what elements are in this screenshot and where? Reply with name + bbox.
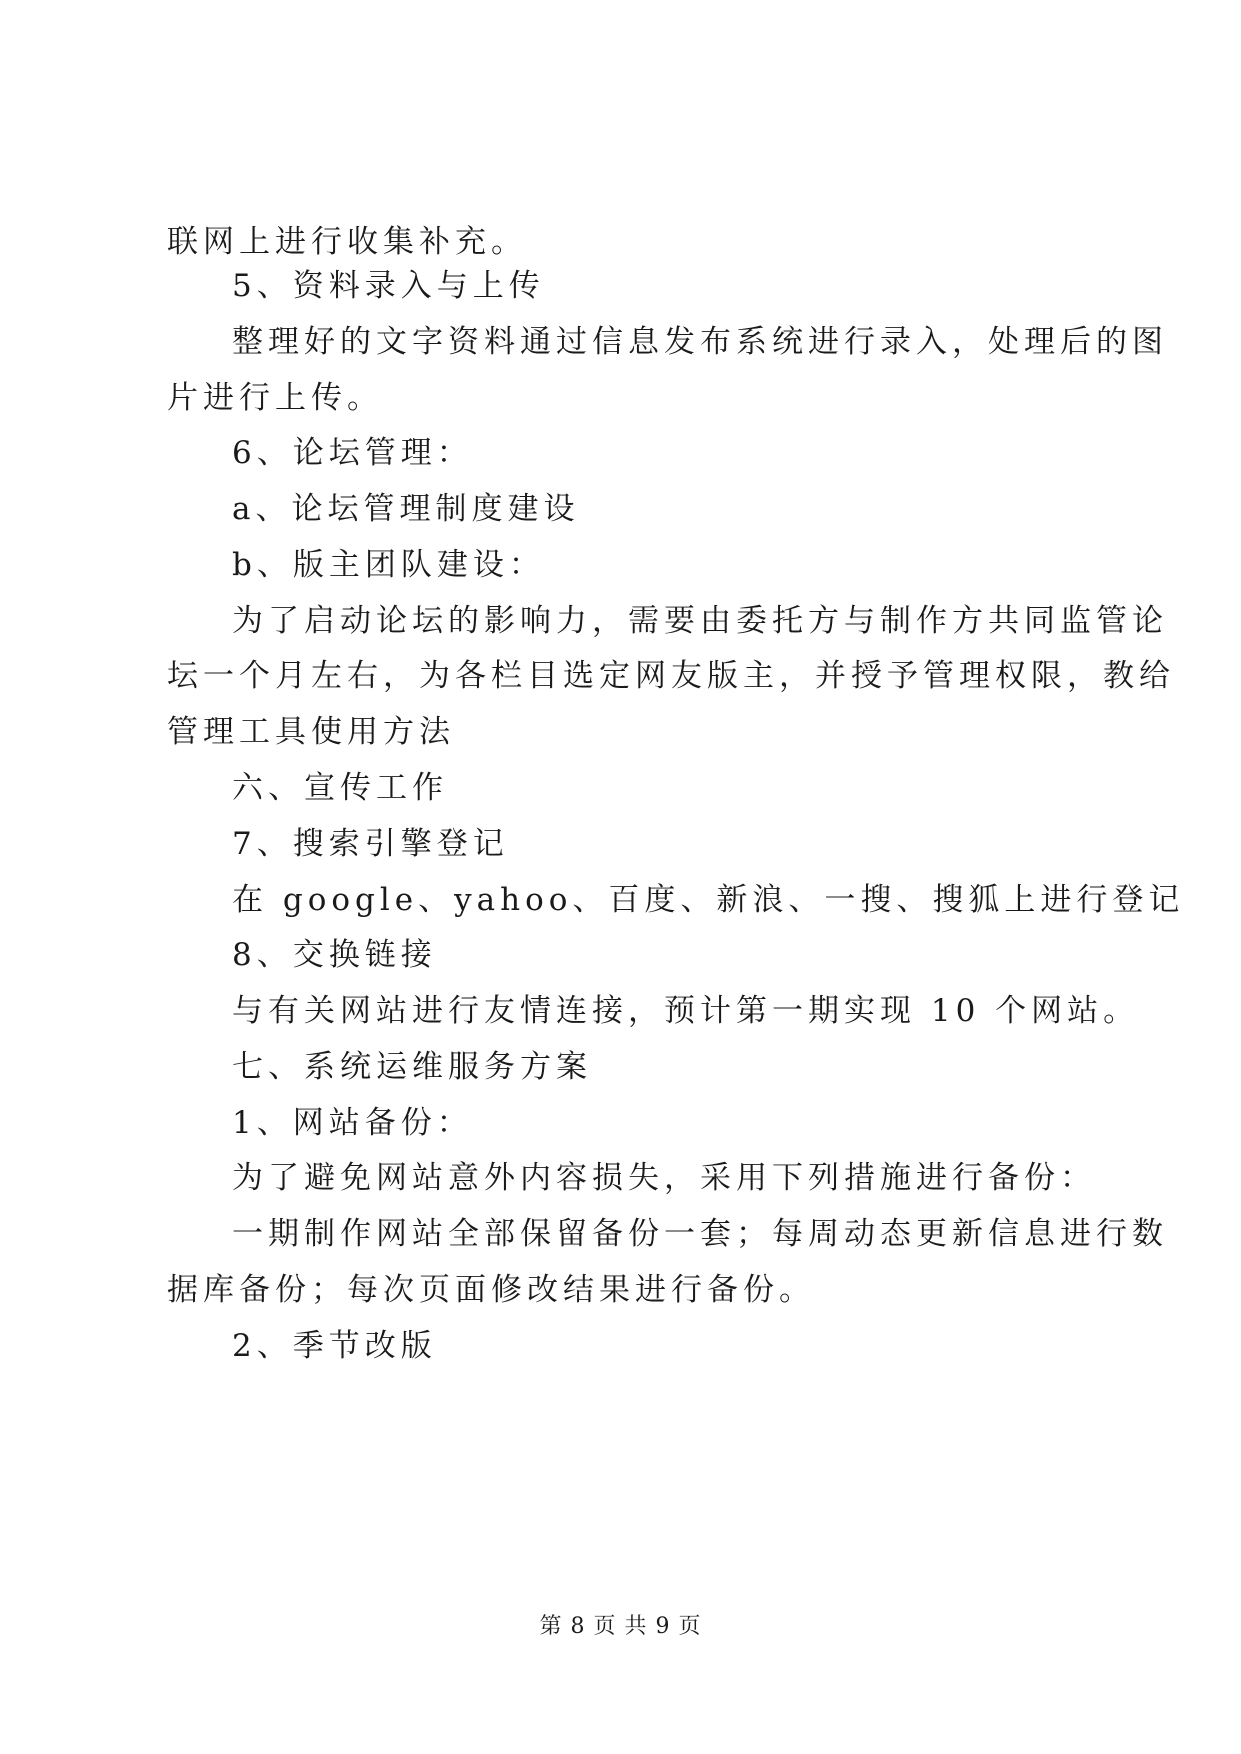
section-heading: 8、交换链接	[232, 937, 437, 973]
section-heading: 6、论坛管理：	[232, 435, 473, 471]
body-text-line: 一期制作网站全部保留备份一套；每周动态更新信息进行数	[232, 1216, 1168, 1252]
section-heading: 7、搜索引擎登记	[232, 826, 509, 862]
page-number-footer: 第 8 页 共 9 页	[539, 1614, 702, 1639]
section-heading: 2、季节改版	[232, 1328, 437, 1364]
body-text-line: 管理工具使用方法	[167, 714, 455, 750]
list-item: b、版主团队建设：	[232, 547, 545, 583]
section-heading: 七、系统运维服务方案	[232, 1049, 592, 1085]
body-text-line: 据库备份；每次页面修改结果进行备份。	[167, 1272, 815, 1308]
section-heading: 六、宣传工作	[232, 770, 448, 806]
body-text-line: 为了避免网站意外内容损失，采用下列措施进行备份：	[232, 1160, 1096, 1196]
section-heading: 5、资料录入与上传	[232, 268, 545, 304]
list-item: a、论坛管理制度建设	[232, 491, 580, 527]
body-text-line: 坛一个月左右，为各栏目选定网友版主，并授予管理权限，教给	[167, 658, 1175, 694]
body-text-line: 为了启动论坛的影响力，需要由委托方与制作方共同监管论	[232, 603, 1168, 639]
body-text-line: 联网上进行收集补充。	[167, 224, 527, 260]
section-heading: 1、网站备份：	[232, 1105, 473, 1141]
body-text-line: 片进行上传。	[167, 380, 383, 416]
body-text-line: 与有关网站进行友情连接，预计第一期实现 10 个网站。	[232, 993, 1140, 1029]
body-text-line: 在 google、yahoo、百度、新浪、一搜、搜狐上进行登记	[232, 882, 1185, 918]
body-text-line: 整理好的文字资料通过信息发布系统进行录入，处理后的图	[232, 324, 1168, 360]
